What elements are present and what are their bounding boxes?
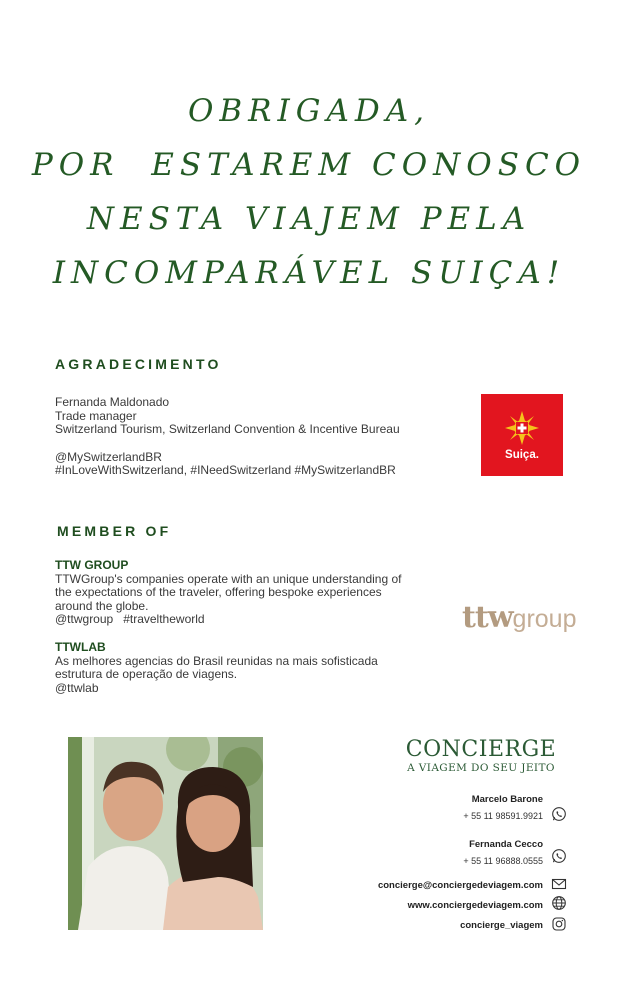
ttw-group-line: around the globe. xyxy=(55,598,149,613)
ttw-group-block xyxy=(55,559,402,627)
contact-marcelo xyxy=(463,794,543,821)
instagram-icon[interactable] xyxy=(551,916,567,932)
ttwlab-block xyxy=(55,641,378,695)
headline-line-2: POR ESTAREM CONOSCO xyxy=(31,147,587,183)
concierge-logo xyxy=(398,738,564,774)
switzerland-handle: @MySwitzerlandBR xyxy=(55,449,162,464)
contact-name: Marcelo Barone xyxy=(471,794,543,805)
contact-role: Trade manager xyxy=(55,408,137,423)
concierge-logo-title: CONCIERGE xyxy=(405,737,557,762)
ttw-group-line: the expectations of the traveler, offering bespoke experiences xyxy=(55,585,382,600)
contact-phone[interactable]: + 55 11 98591.9921 xyxy=(463,811,543,821)
whatsapp-icon[interactable] xyxy=(551,806,567,822)
ttwlab-handle: @ttwlab xyxy=(55,680,99,695)
ttw-logo-mark: ttw xyxy=(462,600,513,635)
contact-organization: Switzerland Tourism, Switzerland Convention & Incentive Bureau xyxy=(55,422,400,437)
concierge-logo-tagline: A VIAGEM DO SEU JEITO xyxy=(407,762,555,774)
suica-logo xyxy=(481,394,563,476)
ttwlab-line: estrutura de operação de viagens. xyxy=(55,667,238,682)
headline-line-1: OBRIGADA, xyxy=(187,93,431,129)
whatsapp-icon[interactable] xyxy=(551,848,567,864)
ttwlab-line: As melhores agencias do Brasil reunidas na mais sofisticada xyxy=(55,653,378,668)
swiss-flower-icon xyxy=(504,410,540,446)
switzerland-hashtags: #InLoveWithSwitzerland, #INeedSwitzerland #MySwitzerlandBR xyxy=(55,463,396,478)
ttw-group-tags: @ttwgroup #traveltheworld xyxy=(55,612,205,627)
ttw-group-logo xyxy=(462,600,577,635)
couple-photo xyxy=(68,737,263,930)
contact-name: Fernanda Maldonado xyxy=(55,395,170,409)
ttw-group-title: TTW GROUP xyxy=(55,558,129,572)
ttwlab-title: TTWLAB xyxy=(55,640,106,654)
thank-you-headline xyxy=(0,84,618,300)
globe-icon[interactable] xyxy=(551,895,567,911)
member-of-heading: MEMBER OF xyxy=(57,523,172,539)
contact-name: Fernanda Cecco xyxy=(469,839,543,850)
ttw-logo-word: group xyxy=(512,605,577,633)
instagram-link[interactable]: concierge_viagem xyxy=(460,920,543,931)
website-link[interactable]: www.conciergedeviagem.com xyxy=(407,900,543,911)
ttw-group-line: TTWGroup's companies operate with an unique understanding of xyxy=(55,571,402,586)
suica-logo-label: Suiça. xyxy=(505,449,539,461)
headline-line-3: NESTA VIAJEM PELA xyxy=(86,201,532,237)
mail-icon[interactable] xyxy=(551,876,567,892)
email-link[interactable]: concierge@conciergedeviagem.com xyxy=(377,880,543,891)
headline-line-4: INCOMPARÁVEL SUIÇA! xyxy=(52,255,566,291)
contact-phone[interactable]: + 55 11 96888.0555 xyxy=(463,856,543,866)
agradecimento-heading: AGRADECIMENTO xyxy=(55,356,222,372)
agradecimento-block xyxy=(55,396,400,478)
contact-fernanda xyxy=(463,839,543,866)
